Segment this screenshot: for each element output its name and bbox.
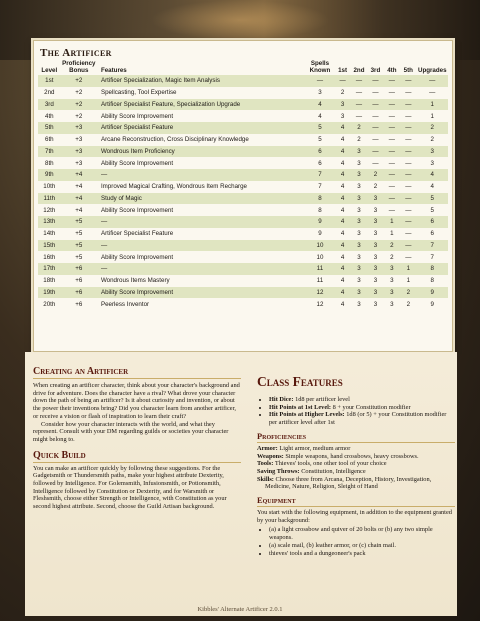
hp-item (269, 396, 455, 404)
cell-features: Ability Score Improvement (97, 287, 306, 299)
progression-table (38, 60, 448, 310)
cell-slot-3rd: 3 (367, 263, 383, 275)
cell-slot-4th: — (388, 136, 395, 144)
cell-slot-5th: — (405, 183, 412, 191)
cell-spells-known: 6 (318, 159, 322, 167)
cell-level: 3rd (38, 99, 61, 111)
cell-slot-1st: 4 (334, 169, 350, 181)
cell-proficiency: +3 (75, 159, 83, 167)
cell-slot-3rd: — (367, 146, 383, 158)
cell-slot-5th: — (405, 206, 412, 214)
cell-upgrades: 8 (417, 263, 448, 275)
cell-slot-5th: 1 (406, 277, 411, 285)
table-row (38, 275, 448, 287)
cell-features: — (97, 240, 306, 252)
cell-slot-4th: 1 (390, 230, 394, 238)
cell-slot-4th: 3 (390, 300, 394, 308)
cell-slot-1st: 4 (334, 122, 350, 134)
cell-slot-5th: — (405, 230, 412, 238)
cell-level: 2nd (44, 89, 55, 97)
cell-slot-4th: — (388, 89, 395, 97)
hp-label: Hit Dice: (269, 396, 294, 403)
cell-slot-4th: 3 (384, 287, 400, 299)
cell-features: Ability Score Improvement (100, 253, 174, 261)
hit-points-list (257, 396, 455, 427)
header-1st: 1st (338, 67, 348, 74)
cell-features: Ability Score Improvement (100, 112, 174, 120)
cell-level: 4th (45, 112, 54, 120)
cell-proficiency: +4 (75, 206, 83, 214)
cell-slot-5th: 2 (400, 287, 416, 299)
cell-level: 20th (43, 300, 56, 308)
cell-features: — (97, 263, 306, 275)
cell-level: 17th (38, 263, 61, 275)
cell-slot-2nd: 3 (351, 193, 367, 205)
cell-slot-1st: 4 (340, 253, 345, 261)
equipment-heading: Equipment (257, 496, 455, 507)
cell-slot-1st: 4 (340, 183, 345, 191)
cell-spells-known: 4 (306, 99, 335, 111)
cell-proficiency: +5 (61, 216, 97, 228)
cell-upgrades: 6 (417, 216, 448, 228)
header-features: Features (100, 67, 127, 74)
creating-paragraph-1: When creating an artificer character, think about your character's background and drive for adventure. Does the character have a rival? What drove your character down the path of being an artificer? Is it about curiosity and invention, or about the power their inventions bring? Did you character learn from another artificer, or receive a vision or flash of inspiration to learn their craft? (33, 382, 240, 420)
cell-slot-2nd: 3 (351, 263, 367, 275)
cell-level: 14th (43, 230, 56, 238)
cell-slot-2nd: 3 (351, 169, 367, 181)
cell-features: Artificer Specialist Feature (97, 122, 306, 134)
header-proficiency: Proficiency Bonus (62, 60, 96, 74)
cell-slot-2nd: 3 (357, 277, 361, 285)
cell-spells-known: 12 (316, 300, 324, 308)
right-column (257, 374, 455, 557)
cell-level: 11th (38, 193, 61, 205)
table-row (38, 122, 448, 134)
prof-label: Tools: (257, 460, 274, 468)
table-row (38, 181, 448, 193)
table-row (38, 204, 448, 216)
artwork-glow (150, 0, 330, 40)
prof-label: Skills: (257, 475, 274, 483)
proficiencies-heading: Proficiencies (257, 432, 455, 443)
header-4th: 4th (387, 67, 397, 74)
cell-slot-4th: — (384, 75, 400, 87)
cell-slot-4th: — (388, 159, 395, 167)
table-row (38, 228, 448, 240)
cell-upgrades: 8 (430, 277, 434, 285)
cell-spells-known: 5 (318, 136, 322, 144)
cell-slot-2nd: 2 (357, 136, 361, 144)
cell-proficiency: +4 (75, 183, 83, 191)
cell-slot-3rd: 2 (373, 183, 378, 191)
cell-features: Ability Score Improvement (100, 206, 174, 214)
cell-upgrades: 2 (417, 122, 448, 134)
cell-slot-3rd: — (367, 122, 383, 134)
cell-slot-5th: — (405, 112, 412, 120)
cell-slot-4th: — (384, 146, 400, 158)
cell-features: Spellcasting, Tool Expertise (100, 89, 177, 97)
cell-slot-2nd: 3 (357, 253, 361, 261)
table-row (38, 169, 448, 181)
cell-slot-2nd: 3 (357, 206, 361, 214)
prof-weapons (257, 453, 455, 461)
cell-slot-1st: 4 (334, 216, 350, 228)
hp-text: 1d8 (or 5) + your Constitution modifier per artificer level after 1st (269, 411, 447, 427)
cell-features: Artificer Specialization, Magic Item Analysis (97, 75, 306, 87)
prof-skills (257, 476, 455, 491)
class-features-heading: Class Features (257, 374, 343, 389)
header-5th: 5th (403, 67, 413, 74)
cell-slot-3rd: 3 (373, 253, 378, 261)
cell-slot-4th: — (384, 122, 400, 134)
page-footer: Kibbles' Alternate Artificer 2.0.1 (197, 606, 283, 613)
cell-spells-known: 4 (318, 112, 322, 120)
table-header-row (38, 60, 448, 75)
cell-upgrades: 5 (417, 193, 448, 205)
cell-slot-3rd: — (372, 89, 379, 97)
hp-text: 1d8 per artificer level (295, 396, 350, 403)
table-row (38, 146, 448, 158)
cell-upgrades: 5 (430, 206, 434, 214)
prof-text: Simple weapons, hand crossbows, heavy crossbows. (285, 452, 419, 460)
creating-paragraph-2: Consider how your character interacts with the world, and what they represent. Consult with your DM regarding guilds or societies your character might belong to. (33, 420, 229, 443)
cell-features: Study of Magic (97, 193, 306, 205)
cell-slot-2nd: 3 (357, 300, 361, 308)
cell-slot-4th: 1 (384, 216, 400, 228)
cell-spells-known: 11 (306, 263, 335, 275)
quick-build-heading: Quick Build (33, 450, 241, 463)
cell-slot-3rd: 3 (373, 230, 378, 238)
cell-proficiency: +6 (61, 287, 97, 299)
cell-spells-known: 7 (306, 169, 335, 181)
cell-slot-5th: — (400, 240, 416, 252)
cell-slot-2nd: 3 (351, 146, 367, 158)
cell-features: — (97, 169, 306, 181)
cell-upgrades: — (429, 89, 436, 97)
cell-slot-3rd: 3 (367, 216, 383, 228)
cell-spells-known: 7 (318, 183, 322, 191)
cell-proficiency: +4 (61, 193, 97, 205)
cell-slot-1st: — (334, 75, 350, 87)
cell-slot-2nd: 3 (351, 240, 367, 252)
cell-spells-known: 10 (306, 240, 335, 252)
cell-slot-3rd: 3 (373, 277, 378, 285)
cell-proficiency: +4 (61, 169, 97, 181)
cell-slot-5th: — (400, 75, 416, 87)
cell-level: 8th (45, 159, 54, 167)
cell-slot-4th: — (384, 193, 400, 205)
cell-slot-5th: — (400, 169, 416, 181)
prof-label: Weapons: (257, 452, 284, 460)
cell-slot-4th: — (384, 169, 400, 181)
cell-spells-known: 8 (318, 206, 322, 214)
cell-slot-4th: 3 (390, 277, 394, 285)
cell-level: 7th (38, 146, 61, 158)
header-spells-known: Spells Known (309, 60, 331, 74)
cell-proficiency: +2 (75, 112, 83, 120)
cell-slot-2nd: 3 (357, 183, 361, 191)
cell-level: 10th (43, 183, 56, 191)
cell-slot-5th: — (400, 146, 416, 158)
header-level: Level (41, 67, 58, 74)
cell-level: 19th (38, 287, 61, 299)
prof-armor (257, 445, 455, 453)
cell-level: 13th (38, 216, 61, 228)
cell-slot-3rd: — (372, 112, 379, 120)
prof-tools (257, 460, 455, 468)
creating-heading: Creating an Artificer (33, 366, 241, 379)
cell-level: 5th (38, 122, 61, 134)
cell-upgrades: 9 (417, 287, 448, 299)
table-row (38, 263, 448, 275)
cell-slot-5th: 2 (406, 300, 411, 308)
cell-upgrades: 3 (430, 159, 434, 167)
cell-slot-2nd: 3 (351, 216, 367, 228)
cell-slot-2nd: 3 (357, 230, 361, 238)
table-row (38, 216, 448, 228)
prof-saving-throws (257, 468, 455, 476)
table-row (38, 87, 448, 99)
cell-upgrades: 4 (417, 169, 448, 181)
cell-slot-5th: — (400, 193, 416, 205)
table-row (38, 298, 448, 310)
left-column (33, 366, 241, 511)
cell-slot-2nd: — (355, 89, 363, 97)
cell-slot-4th: 2 (390, 253, 394, 261)
cell-slot-2nd: — (351, 99, 367, 111)
prof-text: Thieves' tools, one other tool of your choice (274, 460, 387, 468)
cell-proficiency: +5 (61, 240, 97, 252)
table-row (38, 157, 448, 169)
cell-slot-4th: — (388, 206, 395, 214)
quick-build-paragraph: You can make an artificer quickly by following these suggestions. For the Gadgetsmith or Thundersmith paths, make your highest attribute Dexterity, followed by Intelligence. For Golemsmith, Infusionsmith, or Potionsmith, Intelligence followed by Constitution or Dexterity, and for Warsmith or Fleshsmith, choose either Strength or Intelligence, with Constitution as your second highest attribute. Second, choose the Guild Artisan background. (33, 464, 227, 511)
cell-slot-4th: — (384, 99, 400, 111)
cell-features: Ability Score Improvement (100, 159, 174, 167)
cell-slot-1st: 4 (334, 240, 350, 252)
parchment-body (25, 352, 457, 616)
cell-slot-4th: 2 (384, 240, 400, 252)
cell-proficiency: +5 (75, 230, 83, 238)
table-row (38, 251, 448, 263)
cell-slot-2nd: — (355, 112, 363, 120)
prof-text: Light armor, medium armor (279, 444, 351, 452)
cell-proficiency: +3 (75, 136, 83, 144)
prof-label: Armor: (257, 444, 278, 452)
cell-slot-1st: 4 (334, 193, 350, 205)
cell-slot-4th: — (388, 183, 395, 191)
cell-upgrades: 7 (417, 240, 448, 252)
prof-text: Choose three from Arcana, Deception, History, Investigation, Medicine, Nature, Religion, Sleight of Hand (265, 475, 432, 491)
cell-slot-3rd: 3 (367, 240, 383, 252)
cell-proficiency: +5 (75, 253, 83, 261)
cell-slot-5th: — (405, 253, 412, 261)
cell-proficiency: +2 (61, 99, 97, 111)
cell-features: Improved Magical Crafting, Wondrous Item Recharge (100, 183, 247, 191)
cell-slot-5th: — (405, 136, 412, 144)
cell-level: 9th (38, 169, 61, 181)
cell-slot-3rd: 3 (367, 193, 383, 205)
cell-spells-known: 12 (306, 287, 335, 299)
hp-label: Hit Points at 1st Level: (269, 403, 332, 411)
table-row (38, 134, 448, 146)
hp-text: 8 + your Constitution modifier (332, 403, 411, 411)
cell-spells-known: 8 (306, 193, 335, 205)
cell-level: 16th (43, 253, 56, 261)
header-2nd: 2nd (353, 67, 365, 74)
equipment-item: • (a) a light crossbow and quiver of 20 bolts or (b) any two simple weapons. (269, 526, 455, 541)
cell-slot-3rd: — (367, 75, 383, 87)
cell-slot-3rd: — (367, 99, 383, 111)
cell-slot-1st: 3 (340, 112, 345, 120)
hp-label: Hit Points at Higher Levels: (269, 411, 345, 419)
cell-slot-3rd: 3 (373, 300, 378, 308)
cell-slot-5th: — (400, 122, 416, 134)
cell-features: Artificer Specialist Feature, Specialization Upgrade (97, 99, 306, 111)
equipment-intro: You start with the following equipment, in addition to the equipment granted by your background: (257, 509, 452, 524)
cell-slot-1st: 4 (340, 159, 345, 167)
cell-slot-1st: 4 (340, 300, 345, 308)
cell-slot-1st: 4 (334, 146, 350, 158)
cell-upgrades: 1 (430, 112, 434, 120)
cell-slot-2nd: 2 (351, 122, 367, 134)
cell-upgrades: 6 (430, 230, 434, 238)
equipment-item: • (a) scale mail, (b) leather armor, or (c) chain mail. (269, 542, 455, 550)
cell-spells-known: 10 (316, 253, 324, 261)
prof-text: Constitution, Intelligence (301, 467, 366, 475)
cell-proficiency: +2 (75, 89, 83, 97)
table-row (38, 193, 448, 205)
cell-upgrades: 4 (430, 183, 434, 191)
cell-slot-5th: — (400, 216, 416, 228)
cell-slot-3rd: 2 (367, 169, 383, 181)
cell-slot-1st: 4 (340, 136, 345, 144)
cell-proficiency: +6 (75, 277, 83, 285)
header-3rd: 3rd (370, 67, 381, 74)
table-row (38, 240, 448, 252)
cell-slot-2nd: 3 (357, 159, 361, 167)
cell-level: 18th (43, 277, 56, 285)
cell-level: 12th (43, 206, 56, 214)
cell-proficiency: +3 (61, 122, 97, 134)
cell-proficiency: +2 (61, 75, 97, 87)
table-row (38, 75, 448, 87)
cell-upgrades: 2 (430, 136, 434, 144)
cell-proficiency: +6 (75, 300, 83, 308)
cell-level: 1st (38, 75, 61, 87)
cell-slot-5th: — (405, 159, 412, 167)
cell-slot-5th: — (400, 99, 416, 111)
cell-slot-4th: 3 (384, 263, 400, 275)
cell-slot-1st: 4 (334, 287, 350, 299)
cell-slot-5th: 1 (400, 263, 416, 275)
table-row (38, 110, 448, 122)
cell-spells-known: 6 (306, 146, 335, 158)
cell-level: 15th (38, 240, 61, 252)
cell-slot-2nd: 3 (351, 287, 367, 299)
cell-spells-known: 9 (318, 230, 322, 238)
cell-slot-1st: 4 (340, 206, 345, 214)
header-upgrades: Upgrades (417, 67, 447, 74)
cell-slot-5th: — (405, 89, 412, 97)
cell-spells-known: 11 (316, 277, 324, 285)
cell-upgrades: 1 (417, 99, 448, 111)
equipment-list (257, 526, 455, 557)
cell-slot-4th: — (388, 112, 395, 120)
cell-slot-3rd: 3 (373, 206, 378, 214)
cell-slot-3rd: — (372, 136, 379, 144)
cell-proficiency: +6 (61, 263, 97, 275)
cell-features: Wondrous Item Proficiency (97, 146, 306, 158)
hp-item (269, 404, 455, 412)
cell-slot-1st: 4 (334, 263, 350, 275)
cell-slot-1st: 4 (340, 230, 345, 238)
cell-slot-3rd: 3 (367, 287, 383, 299)
cell-level: 6th (45, 136, 54, 144)
cell-features: Wondrous Items Mastery (100, 277, 170, 285)
cell-spells-known: 3 (318, 89, 322, 97)
table-row (38, 99, 448, 111)
cell-spells-known: 5 (306, 122, 335, 134)
cell-slot-1st: 4 (340, 277, 345, 285)
cell-features: Artificer Specialist Feature (100, 230, 174, 238)
hp-item (269, 411, 455, 426)
cell-spells-known: 9 (306, 216, 335, 228)
cell-features: — (97, 216, 306, 228)
cell-slot-3rd: — (372, 159, 379, 167)
table-row (38, 287, 448, 299)
prof-label: Saving Throws: (257, 467, 300, 475)
cell-proficiency: +3 (61, 146, 97, 158)
cell-spells-known: — (306, 75, 335, 87)
cell-features: Arcane Reconstruction, Cross Disciplinary Knowledge (100, 136, 249, 144)
table-title: The Artificer (40, 47, 112, 59)
cell-upgrades: — (417, 75, 448, 87)
cell-upgrades: 9 (430, 300, 434, 308)
cell-slot-2nd: — (351, 75, 367, 87)
cell-upgrades: 7 (430, 253, 434, 261)
equipment-item: • thieves' tools and a dungeoneer's pack (269, 550, 455, 558)
cell-features: Peerless Inventor (100, 300, 150, 308)
cell-slot-1st: 3 (334, 99, 350, 111)
artificer-table-card (33, 40, 453, 352)
cell-upgrades: 3 (417, 146, 448, 158)
cell-slot-1st: 2 (340, 89, 345, 97)
